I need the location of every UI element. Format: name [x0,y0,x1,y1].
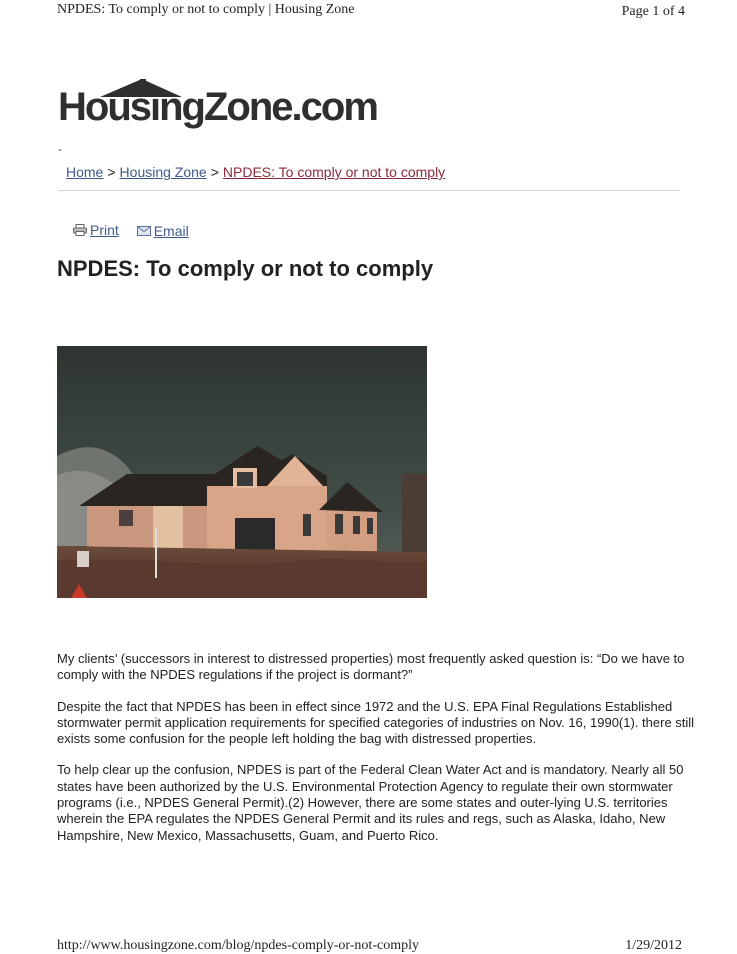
print-header-title: NPDES: To comply or not to comply | Housing Zone [57,2,355,17]
breadcrumb-home-link[interactable]: Home [66,164,104,180]
site-logo[interactable] [56,77,386,137]
separator-dash: - [58,142,62,156]
breadcrumb-separator: > [107,164,116,180]
breadcrumb [66,164,445,180]
print-tool[interactable] [73,222,119,238]
email-tool[interactable] [137,223,189,239]
print-link[interactable]: Print [90,222,119,238]
article-paragraph: My clients’ (successors in interest to distressed properties) most frequently asked question is: “Do we have to comply with the NPDES regulations if the project is dormant?” [57,651,685,683]
breadcrumb-section-link[interactable]: Housing Zone [119,164,207,180]
email-link[interactable]: Email [153,223,189,239]
divider [58,190,680,191]
print-footer-url: http://www.housingzone.com/blog/npdes-comply-or-not-comply [57,938,419,953]
article-paragraph: Despite the fact that NPDES has been in effect since 1972 and the U.S. EPA Final Regulations Established stormwater permit application requirements for specified categories of industries on Nov. 16, 1990(1). there still exists some confusion for the people left holding the bag with distressed properties. [57,698,695,747]
print-footer-date: 1/29/2012 [625,938,682,953]
printer-icon [73,224,87,236]
article-photo [57,346,427,598]
breadcrumb-current-link[interactable]: NPDES: To comply or not to comply [222,164,446,180]
article-tools [73,222,203,239]
breadcrumb-separator: > [210,164,219,180]
article-body [57,651,697,859]
article-title: NPDES: To comply or not to comply [57,256,434,281]
print-header-page-number: Page 1 of 4 [621,4,685,19]
article-paragraph: To help clear up the confusion, NPDES is part of the Federal Clean Water Act and is mandatory. Nearly all 50 states have been authorized by the U.S. Environmental Protection Agency to regulate their own stormwater programs (i.e., NPDES General Permit).(2) However, there are some states and outer-lying U.S. territories wherein the EPA regulates the NPDES General Permit and its rules and regs, such as Alaska, Idaho, New Hampshire, New Mexico, Massachusetts, Guam, and Puerto Rico. [57,762,684,843]
envelope-icon [137,226,151,236]
logo-wordmark: HousingZone.com [58,85,377,129]
